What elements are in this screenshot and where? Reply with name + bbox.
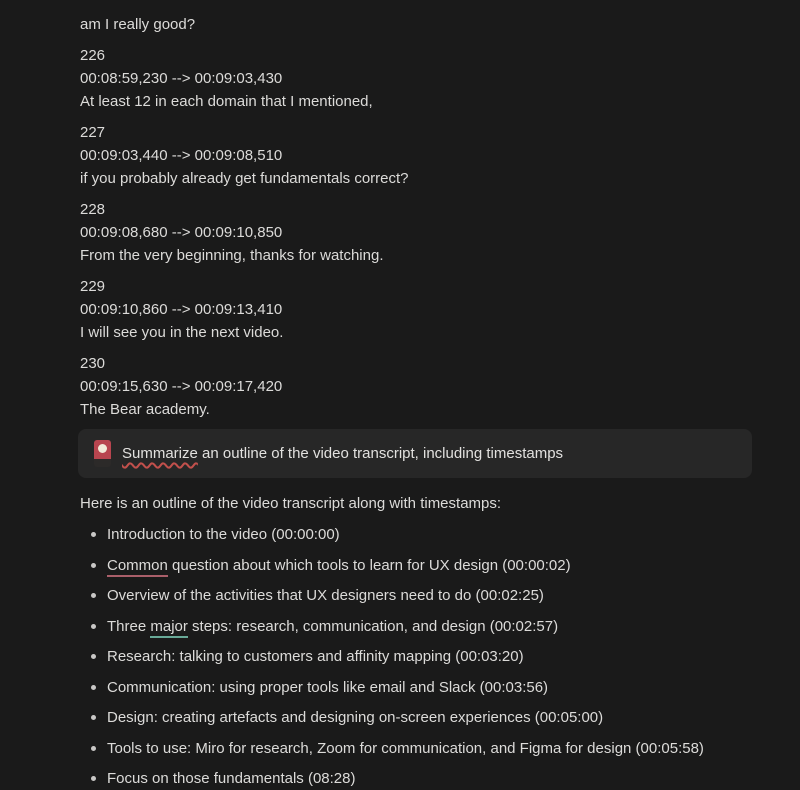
outline-item [80,676,755,699]
outline-item-text: Overview of the activities that UX designers need to do (00:02:25) [107,587,544,604]
bullet-dot-icon [91,593,96,598]
outline-item: Three major steps: research, communication, and design (00:02:57) [80,615,755,638]
outline-item-text: Introduction to the video (00:00:00) [107,526,340,543]
srt-entry [80,275,755,344]
srt-entry [80,352,755,421]
user-prompt-message [78,429,752,478]
outline-item [80,767,755,790]
srt-text: From the very beginning, thanks for watching. [80,247,384,264]
srt-entry [80,44,755,113]
prompt-rest-text: an outline of the video transcript, including timestamps [197,445,564,462]
outline-item-text: Tools to use: Miro for research, Zoom for communication, and Figma for design (00:05:58) [107,739,704,757]
outline-item [80,706,755,729]
srt-index: 230 [80,355,106,372]
srt-timecode: 00:09:03,440 --> 00:09:08,510 [80,147,283,164]
bullet-dot-icon [91,532,96,537]
srt-index: 226 [80,47,106,64]
outline-underlined-word: major [150,618,188,638]
bullet-dot-icon [91,624,96,629]
bullet-dot-icon [91,563,96,568]
outline-item-text: Focus on those fundamentals (08:28) [107,770,356,787]
srt-text: The Bear academy. [80,401,210,418]
srt-text: I will see you in the next video. [80,324,284,341]
srt-entry [80,198,755,267]
outline-underlined-word: Common [107,557,168,577]
srt-timecode: 00:09:10,860 --> 00:09:13,410 [80,301,283,318]
bullet-dot-icon [91,776,96,781]
outline-list [80,523,755,790]
srt-timecode: 00:09:08,680 --> 00:09:10,850 [80,224,283,241]
srt-entry [80,121,755,190]
srt-text: if you probably already get fundamentals correct? [80,170,409,187]
user-avatar-icon [94,440,111,467]
outline-item [80,523,755,546]
prompt-text [122,442,563,465]
transcript-text-line: am I really good? [80,16,196,33]
outline-item-text: Three [107,617,151,635]
srt-index: 227 [80,124,106,141]
outline-item-text: Design: creating artefacts and designing on-screen experiences (00:05:00) [107,709,604,726]
outline-item: Common question about which tools to learn for UX design (00:00:02) [80,554,755,577]
outline-item-text: Research: talking to customers and affinity mapping (00:03:20) [107,648,524,665]
bullet-dot-icon [91,685,96,690]
prompt-underlined-word: Summarize [122,445,198,462]
response-intro: Here is an outline of the video transcript along with timestamps: [80,495,502,512]
bullet-dot-icon [91,715,96,720]
srt-text: At least 12 in each domain that I mentioned, [80,93,373,110]
srt-index: 229 [80,278,106,295]
srt-index: 228 [80,201,106,218]
avatar-circle [98,444,107,453]
outline-item [80,737,755,760]
bullet-dot-icon [91,654,96,659]
outline-item [80,584,755,607]
srt-timecode: 00:08:59,230 --> 00:09:03,430 [80,70,283,87]
srt-timecode: 00:09:15,630 --> 00:09:17,420 [80,378,283,395]
outline-item-text: Communication: using proper tools like email and Slack (00:03:56) [107,678,549,696]
outline-item [80,645,755,668]
bullet-dot-icon [91,746,96,751]
